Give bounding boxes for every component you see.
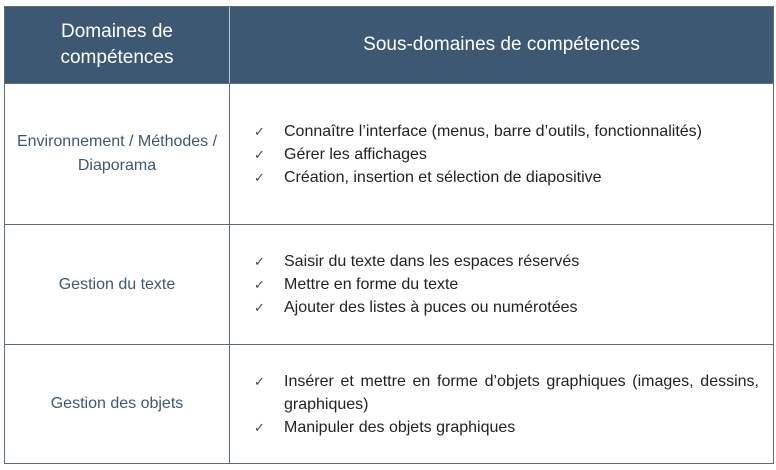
list-item-text: Insérer et mettre en forme d’objets graphiques (images, dessins, graphiques)	[284, 372, 759, 413]
list-item	[254, 166, 759, 189]
check-icon: ✓	[254, 123, 265, 139]
list-item	[254, 370, 759, 416]
table-row	[5, 224, 773, 344]
table-row	[5, 83, 773, 224]
subdomain-list	[230, 84, 773, 224]
check-icon: ✓	[254, 146, 265, 162]
list-item-text: Création, insertion et sélection de diapositive	[284, 168, 602, 186]
list-item	[254, 250, 759, 273]
list-item-text: Ajouter des listes à puces ou numérotées	[284, 299, 578, 316]
domain-cell: Gestion du texte	[5, 225, 230, 344]
domain-cell: Environnement / Méthodes / Diaporama	[5, 84, 230, 224]
header-subdomains: Sous-domaines de compétences	[363, 34, 640, 55]
table-row	[5, 344, 773, 463]
list-item	[254, 416, 759, 439]
check-icon: ✓	[254, 300, 265, 315]
list-item-text: Gérer les affichages	[284, 145, 427, 163]
check-icon: ✓	[254, 419, 265, 435]
check-icon: ✓	[254, 373, 265, 389]
table-header	[5, 7, 773, 83]
check-icon: ✓	[254, 169, 265, 185]
competences-table	[4, 6, 774, 464]
domain-cell: Gestion des objets	[5, 345, 230, 463]
list-item-text: Manipuler des objets graphiques	[284, 418, 516, 436]
list-item-text: Mettre en forme du texte	[284, 276, 459, 293]
list-item	[254, 296, 759, 319]
list-item	[254, 143, 759, 166]
check-icon: ✓	[254, 254, 265, 269]
list-item-text: Saisir du texte dans les espaces réservés	[284, 253, 580, 270]
subdomain-list	[230, 225, 773, 344]
list-item	[254, 120, 759, 143]
list-item-text: Connaître l’interface (menus, barre d’outils, fonctionnalités)	[284, 122, 702, 140]
subdomain-list	[230, 345, 773, 463]
list-item	[254, 273, 759, 296]
header-domains: Domaines de compétences	[5, 7, 230, 83]
check-icon: ✓	[254, 277, 265, 292]
